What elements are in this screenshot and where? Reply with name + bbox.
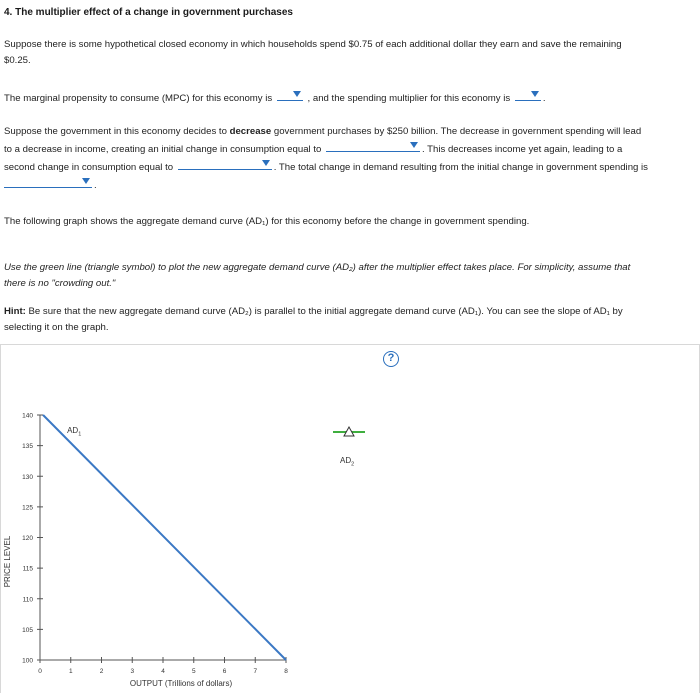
ad2-tool-label: $AD_2$ bbox=[340, 456, 355, 468]
x-tick-label: 0 bbox=[38, 668, 42, 675]
mpc-dropdown[interactable] bbox=[277, 89, 303, 101]
x-tick-label: 1 bbox=[68, 668, 73, 675]
ad1-curve[interactable] bbox=[43, 415, 286, 660]
initial-consumption-dropdown[interactable] bbox=[326, 140, 420, 152]
decrease-line-2-pre: to a decrease in income, creating an initial change in consumption equal to bbox=[4, 144, 322, 155]
y-tick-label: 130 bbox=[22, 473, 33, 481]
ad-graph[interactable] bbox=[0, 344, 700, 693]
y-axis-label: PRICE LEVEL bbox=[3, 535, 12, 588]
help-icon[interactable]: ? bbox=[383, 351, 399, 367]
total-demand-change-dropdown[interactable] bbox=[4, 176, 92, 188]
decrease-line-1-pre: Suppose the government in this economy decides to bbox=[4, 126, 227, 137]
y-tick-label: 125 bbox=[22, 504, 33, 512]
ad1-label: $AD_1$ bbox=[67, 426, 82, 438]
y-tick-label: 105 bbox=[22, 626, 33, 634]
hint-line-2: selecting it on the graph. bbox=[4, 322, 109, 333]
ad1-label-subscript: 1 bbox=[78, 431, 82, 438]
x-tick-label: 2 bbox=[99, 668, 104, 675]
decrease-bold-word: decrease bbox=[229, 126, 272, 137]
instruction-line-1: Use the green line (triangle symbol) to plot the new aggregate demand curve (AD₂) after the multiplier effect takes place. For simplicity, assume that bbox=[4, 262, 631, 273]
decrease-line-1-post: government purchases by $250 billion. The decrease in government spending will lead bbox=[273, 126, 642, 137]
mpc-text: The marginal propensity to consume (MPC) for this economy is bbox=[4, 93, 273, 104]
intro-line-2: $0.25. bbox=[4, 55, 31, 66]
y-tick-label: 110 bbox=[22, 596, 33, 604]
y-tick-label: 100 bbox=[22, 657, 33, 665]
dropdown-arrow-icon bbox=[531, 91, 539, 97]
hint-line-1 bbox=[4, 304, 623, 320]
dropdown-arrow-icon bbox=[410, 142, 418, 148]
dropdown-arrow-icon bbox=[262, 160, 270, 166]
question-title: 4. The multiplier effect of a change in government purchases bbox=[4, 7, 293, 18]
ad2-label-subscript: 2 bbox=[351, 461, 355, 468]
dropdown-arrow-icon bbox=[293, 91, 301, 97]
decrease-line-4 bbox=[4, 176, 648, 194]
y-tick-label: 140 bbox=[22, 412, 33, 420]
y-tick-label: 115 bbox=[22, 565, 33, 573]
second-consumption-dropdown[interactable] bbox=[178, 158, 272, 170]
x-tick-label: 4 bbox=[161, 668, 165, 675]
x-tick-label: 8 bbox=[284, 668, 288, 675]
x-tick-label: 5 bbox=[191, 668, 196, 675]
decrease-line-1 bbox=[4, 124, 648, 140]
instructions bbox=[4, 260, 630, 292]
multiplier-dropdown[interactable] bbox=[515, 89, 541, 101]
decrease-line-2-post: . This decreases income yet again, leading to a bbox=[422, 144, 623, 155]
hint-label: Hint: bbox=[4, 306, 26, 317]
x-tick-label: 6 bbox=[222, 668, 227, 675]
instruction-line-2: there is no "crowding out." bbox=[4, 278, 116, 289]
total-demand-period: . bbox=[94, 180, 97, 191]
x-axis-label: OUTPUT (Trillions of dollars) bbox=[129, 679, 233, 688]
multiplier-period: . bbox=[542, 93, 546, 104]
intro-paragraph bbox=[4, 37, 622, 69]
hint bbox=[4, 304, 623, 336]
x-tick-label: 7 bbox=[253, 668, 258, 675]
x-tick-label: 3 bbox=[130, 668, 135, 675]
multiplier-text: , and the spending multiplier for this economy is bbox=[307, 93, 511, 104]
y-tick-label: 135 bbox=[22, 443, 33, 451]
graph-intro: The following graph shows the aggregate demand curve (AD₁) for this economy before the change in government spending. bbox=[4, 216, 530, 227]
decrease-paragraph bbox=[4, 124, 648, 194]
dropdown-arrow-icon bbox=[82, 178, 90, 184]
mpc-sentence bbox=[4, 89, 546, 107]
decrease-line-3 bbox=[4, 158, 648, 176]
decrease-line-2 bbox=[4, 140, 648, 158]
hint-text: Be sure that the new aggregate demand curve (AD₂) is parallel to the initial aggregate demand curve (AD₁). You can see the slope of AD₁ by bbox=[28, 306, 623, 317]
intro-line-1: Suppose there is some hypothetical closed economy in which households spend $0.75 of each additional dollar they earn and save the remaining bbox=[4, 39, 622, 50]
y-tick-label: 120 bbox=[22, 535, 33, 542]
decrease-line-3-post: . The total change in demand resulting from the initial change in government spending is bbox=[273, 162, 648, 173]
decrease-line-3-pre: second change in consumption equal to bbox=[4, 162, 174, 173]
